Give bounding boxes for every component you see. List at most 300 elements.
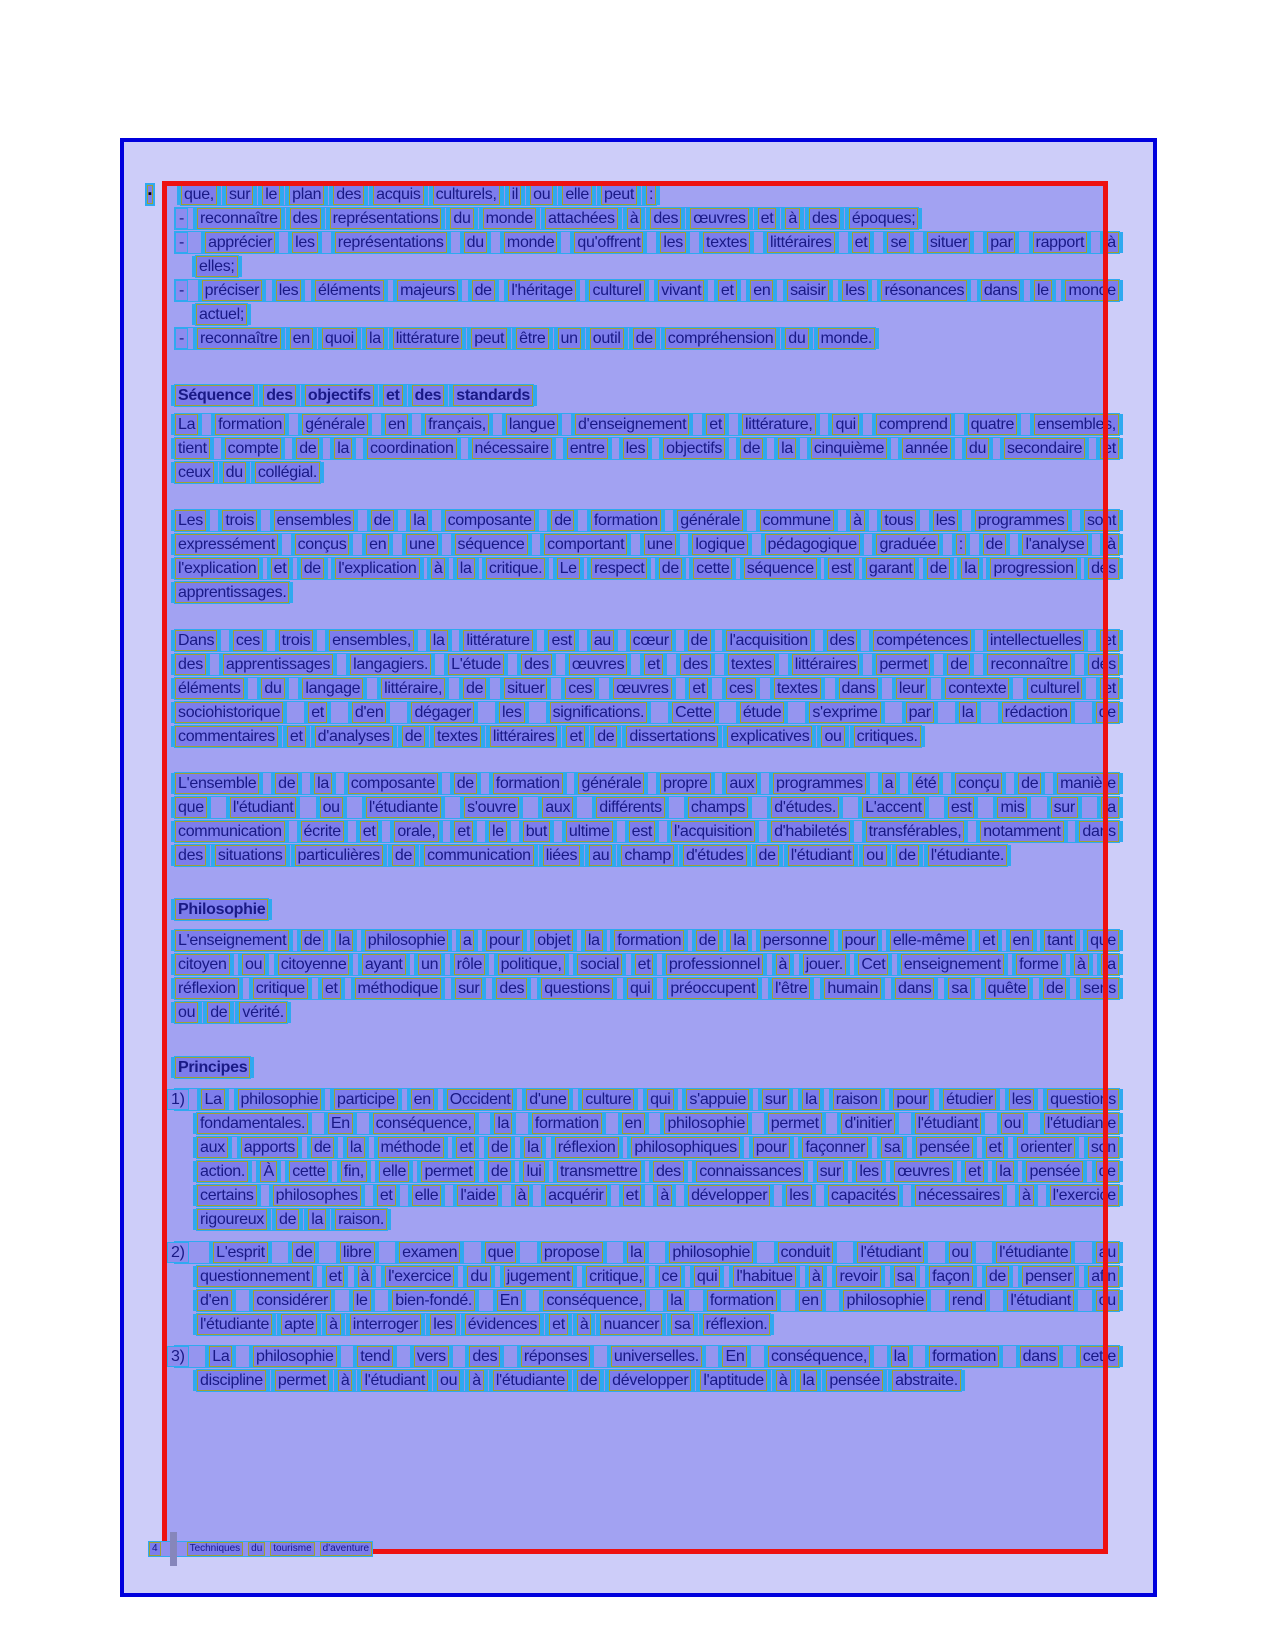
word-box: de	[392, 845, 415, 866]
word-box: conduit	[778, 1242, 834, 1263]
word-box: générale	[578, 773, 644, 794]
word-box: communication	[175, 821, 285, 842]
word-box: capacités	[828, 1185, 899, 1206]
word-box: l'étudiant	[857, 1242, 924, 1263]
word-box: éléments	[315, 280, 384, 301]
word-box: entre	[567, 438, 608, 459]
word-box: résonances	[881, 280, 967, 301]
word-box: situations	[215, 845, 286, 866]
word-box: a	[882, 773, 897, 794]
word-box: Les	[175, 510, 206, 531]
text-line	[196, 1369, 962, 1392]
word-box: les	[499, 702, 525, 723]
word-box: d'en	[352, 702, 387, 723]
word-box: En	[722, 1346, 747, 1367]
word-box: littéraires	[792, 654, 860, 675]
word-box: en	[366, 534, 389, 555]
word-box: ou	[863, 845, 886, 866]
word-box: est	[548, 630, 574, 651]
word-box: façon	[929, 1266, 973, 1287]
word-box: comportant	[544, 534, 627, 555]
word-box: du	[261, 678, 284, 699]
word-box: des	[175, 654, 206, 675]
word-box: la	[961, 558, 979, 579]
text-line	[174, 701, 1120, 724]
word-box: l'héritage	[508, 280, 575, 301]
word-box: de	[371, 510, 394, 531]
footer-line	[148, 1541, 373, 1557]
word-box: un	[558, 328, 581, 349]
word-box: des	[680, 654, 711, 675]
word-box: composante	[348, 773, 438, 794]
word-box: forme	[1016, 954, 1061, 975]
word-box: représentations	[330, 208, 442, 229]
word-box: critique,	[586, 1266, 645, 1287]
word-box: générale	[302, 414, 368, 435]
word-box: permet	[275, 1370, 329, 1391]
word-box: littérature,	[742, 414, 816, 435]
word-box: L'accent	[862, 797, 925, 818]
word-box: vivant	[658, 280, 704, 301]
word-box: Cet	[858, 954, 888, 975]
word-box: réflexion	[175, 978, 239, 999]
word-box: le	[353, 1290, 371, 1311]
word-box: logique	[692, 534, 748, 555]
word-box: formation	[532, 1113, 602, 1134]
word-box: enseignement	[901, 954, 1004, 975]
word-box: particulières	[295, 845, 383, 866]
word-box: et	[979, 930, 998, 951]
word-box: la	[314, 773, 332, 794]
word-box: quoi	[322, 328, 357, 349]
word-box: ou	[242, 954, 265, 975]
word-box: à	[577, 1314, 592, 1335]
word-box: de	[292, 1242, 315, 1263]
word-box: philosophes	[273, 1185, 361, 1206]
word-box: leur	[896, 678, 927, 699]
word-box: et	[454, 821, 473, 842]
word-box: progression	[990, 558, 1076, 579]
word-box: actuel;	[196, 304, 247, 325]
word-box: La	[201, 1089, 224, 1110]
word-box: d'études.	[771, 797, 839, 818]
word-box: au	[1096, 1242, 1119, 1263]
word-box: et	[326, 1266, 345, 1287]
word-box: ou	[1001, 1113, 1024, 1134]
text-line	[174, 437, 1120, 460]
word-box: peut	[471, 328, 507, 349]
word-box: pour	[842, 930, 879, 951]
word-box: à	[469, 1370, 484, 1391]
word-box: garant	[866, 558, 916, 579]
word-box: à	[1104, 232, 1119, 253]
word-box: la	[457, 558, 475, 579]
word-box: philosophie	[253, 1346, 337, 1367]
word-box: et	[689, 678, 708, 699]
word-box: et	[706, 414, 725, 435]
word-box: au	[589, 845, 612, 866]
word-box: ou	[821, 726, 844, 747]
word-box: La	[175, 414, 198, 435]
word-box: acquérir	[545, 1185, 606, 1206]
word-box: pensée	[916, 1137, 973, 1158]
word-box: tous	[881, 510, 916, 531]
word-box: est	[948, 797, 974, 818]
word-box: méthodique	[355, 978, 442, 999]
word-box: textes	[728, 654, 775, 675]
word-box: objectifs	[663, 438, 725, 459]
word-box: de	[594, 726, 617, 747]
word-box: des	[412, 385, 445, 406]
word-box: et	[718, 280, 737, 301]
word-box: apprécier	[205, 232, 275, 253]
text-line	[148, 183, 657, 206]
word-box: la	[335, 930, 353, 951]
word-box: ou	[530, 184, 553, 205]
word-box: quête	[985, 978, 1030, 999]
word-box: situer	[927, 232, 970, 253]
word-box: développer	[609, 1370, 691, 1391]
word-box: L'étude	[448, 654, 504, 675]
word-box: l'aide	[457, 1185, 498, 1206]
word-box: le	[489, 821, 507, 842]
word-box: formation	[614, 930, 684, 951]
word-box: en	[622, 1113, 645, 1134]
word-box: acquis	[373, 184, 423, 205]
word-box: explicatives	[727, 726, 812, 747]
word-box: en	[799, 1290, 822, 1311]
text-line	[174, 677, 1120, 700]
word-box: orale,	[394, 821, 438, 842]
word-box: cœur	[630, 630, 672, 651]
word-box: l'étudiante	[493, 1370, 568, 1391]
word-box: collégial.	[255, 462, 320, 483]
word-box: critique	[253, 978, 308, 999]
word-box: philosophie	[238, 1089, 322, 1110]
word-box: étude	[740, 702, 785, 723]
word-box: textes	[774, 678, 821, 699]
word-box: ultime	[566, 821, 613, 842]
word-box: ou	[1096, 1290, 1119, 1311]
word-box: et	[986, 1137, 1005, 1158]
word-box: monde.	[818, 328, 876, 349]
word-box: ensembles,	[329, 630, 414, 651]
word-box: œuvres	[894, 1161, 952, 1182]
list-marker: -	[175, 328, 188, 349]
text-line	[196, 1184, 1120, 1207]
word-box: la	[585, 930, 603, 951]
word-box: préoccupent	[667, 978, 758, 999]
word-box: à	[338, 1370, 353, 1391]
word-box: mis	[997, 797, 1027, 818]
word-box: reconnaître	[197, 328, 281, 349]
word-box: de	[947, 654, 970, 675]
text-line	[174, 533, 1120, 556]
word-box: l'explication	[335, 558, 419, 579]
word-box: a	[460, 930, 475, 951]
word-box: développer	[688, 1185, 770, 1206]
word-box: d'en	[197, 1290, 232, 1311]
word-box: œuvres	[690, 208, 748, 229]
word-box: certains	[197, 1185, 257, 1206]
word-box: œuvres	[613, 678, 671, 699]
word-box: significations.	[550, 702, 648, 723]
word-box: En	[497, 1290, 522, 1311]
word-box: la	[627, 1242, 645, 1263]
word-box: pour	[893, 1089, 930, 1110]
word-box: humain	[824, 978, 881, 999]
word-box: du	[450, 208, 473, 229]
word-box: la	[778, 438, 796, 459]
word-box: pensée	[826, 1370, 883, 1391]
word-box: aux	[726, 773, 757, 794]
word-box: et	[635, 954, 654, 975]
word-box: la	[891, 1346, 909, 1367]
word-box: ou	[320, 797, 343, 818]
word-box: sens	[1080, 978, 1119, 999]
word-box: à	[850, 510, 865, 531]
word-box: questions	[541, 978, 613, 999]
text-line	[174, 929, 1120, 952]
word-box: Philosophie	[175, 899, 268, 920]
word-box: permet	[421, 1161, 475, 1182]
text-line	[174, 581, 290, 604]
word-box: qui	[832, 414, 858, 435]
word-box: propose	[541, 1242, 603, 1263]
word-box: à	[809, 1266, 824, 1287]
text-line	[171, 1345, 1120, 1368]
word-box: des	[521, 654, 552, 675]
word-box: au	[591, 630, 614, 651]
word-box: la	[959, 702, 977, 723]
text-line	[174, 977, 1120, 1000]
word-box: politique,	[498, 954, 565, 975]
word-box: participe	[334, 1089, 398, 1110]
word-box: abstraite.	[892, 1370, 961, 1391]
word-box: sur	[226, 184, 253, 205]
text-line	[196, 1160, 1120, 1183]
word-box: culturels,	[433, 184, 500, 205]
word-box: éléments	[175, 678, 244, 699]
word-box: sa	[671, 1314, 693, 1335]
word-box: d'analyses	[315, 726, 393, 747]
word-box: intellectuelles	[987, 630, 1085, 651]
word-box: et	[758, 208, 777, 229]
word-box: elle-même	[890, 930, 968, 951]
word-box: apprentissages.	[175, 582, 289, 603]
word-box: les	[933, 510, 959, 531]
word-box: les	[1009, 1089, 1035, 1110]
word-box: préciser	[202, 280, 263, 301]
word-box: monde	[1065, 280, 1118, 301]
word-box: les	[842, 280, 868, 301]
text-line	[174, 207, 919, 230]
word-box: de	[275, 773, 298, 794]
word-box: de	[633, 328, 656, 349]
word-box: ces	[726, 678, 756, 699]
heading-line	[174, 898, 269, 921]
word-box: graduée	[876, 534, 939, 555]
word-box: fin,	[341, 1161, 367, 1182]
word-box: l'étudiant	[230, 797, 297, 818]
word-box: séquence	[744, 558, 817, 579]
word-box: professionnel	[666, 954, 763, 975]
word-box: philosophie	[365, 930, 449, 951]
word-box: sa	[881, 1137, 903, 1158]
word-box: libre	[340, 1242, 375, 1263]
word-box: champs	[688, 797, 748, 818]
word-box: orienter	[1017, 1137, 1075, 1158]
text-line	[196, 1112, 1120, 1135]
word-box: des	[653, 1161, 684, 1182]
word-box: programmes	[975, 510, 1068, 531]
word-box: des	[496, 978, 527, 999]
word-box: d'études	[683, 845, 747, 866]
word-box: Occident	[447, 1089, 514, 1110]
word-box: sa	[948, 978, 970, 999]
word-box: transmettre	[557, 1161, 641, 1182]
word-box: dans	[1079, 821, 1119, 842]
word-box: sur	[817, 1161, 844, 1182]
word-box: notamment	[980, 821, 1063, 842]
word-box: Dans	[175, 630, 217, 651]
word-box: philosophie	[664, 1113, 748, 1134]
word-box: transférables,	[866, 821, 965, 842]
word-box: nécessaire	[472, 438, 552, 459]
word-box: des	[650, 208, 681, 229]
word-box: et	[1100, 438, 1119, 459]
word-box: sur	[1051, 797, 1078, 818]
word-box: du	[966, 438, 989, 459]
word-box: et	[360, 821, 379, 842]
text-line	[196, 1313, 771, 1336]
word-box: objet	[534, 930, 573, 951]
text-line	[196, 1208, 388, 1231]
word-box: sur	[455, 978, 482, 999]
word-box: culturel	[589, 280, 644, 301]
word-box: permet	[876, 654, 930, 675]
word-box: du	[464, 232, 487, 253]
word-box: de	[688, 630, 711, 651]
word-box: la	[494, 1113, 512, 1134]
word-box: coordination	[367, 438, 457, 459]
word-box: La	[209, 1346, 232, 1367]
word-box: des	[1088, 654, 1119, 675]
word-box: de	[402, 726, 425, 747]
word-box: philosophie	[669, 1242, 753, 1263]
word-box: langage	[302, 678, 363, 699]
word-box: à	[326, 1314, 341, 1335]
word-box: formation	[591, 510, 661, 531]
word-box: de	[577, 1370, 600, 1391]
text-line	[195, 255, 239, 278]
word-box: les	[856, 1161, 882, 1182]
text-line	[174, 327, 876, 350]
text-line	[174, 953, 1120, 976]
word-box: est	[629, 821, 655, 842]
word-box: de	[756, 845, 779, 866]
word-box: reconnaître	[987, 654, 1071, 675]
word-box: époques;	[849, 208, 918, 229]
word-box: par	[906, 702, 934, 723]
word-box: se	[887, 232, 909, 253]
text-line	[174, 231, 1120, 254]
word-box: cette	[693, 558, 732, 579]
word-box: en	[1010, 930, 1033, 951]
word-box: elles;	[196, 256, 238, 277]
word-box: littérature	[463, 630, 532, 651]
text-line	[174, 820, 1120, 843]
word-box: de	[454, 773, 477, 794]
word-box: à	[776, 1370, 791, 1391]
word-box: la	[366, 328, 384, 349]
word-box: apte	[281, 1314, 317, 1335]
word-box: une	[644, 534, 676, 555]
word-box: une	[406, 534, 438, 555]
word-box: en	[411, 1089, 434, 1110]
word-box: de	[301, 558, 324, 579]
word-box: de	[986, 1266, 1009, 1287]
word-box: de	[740, 438, 763, 459]
word-box: les	[660, 232, 686, 253]
word-box: être	[516, 328, 548, 349]
word-box: jouer.	[803, 954, 846, 975]
page-footer	[148, 1541, 373, 1557]
word-box: philosophiques	[631, 1137, 740, 1158]
text-line	[196, 1136, 1120, 1159]
word-box: en	[385, 414, 408, 435]
word-box: littéraires	[767, 232, 835, 253]
word-box: en	[750, 280, 773, 301]
word-box: ou	[175, 1002, 198, 1023]
word-box: textes	[703, 232, 750, 253]
word-box: de	[896, 845, 919, 866]
word-box: conséquence,	[373, 1113, 475, 1134]
word-box: standards	[453, 385, 533, 406]
word-box: vers	[414, 1346, 449, 1367]
word-box: et	[965, 1161, 984, 1182]
word-box: de	[472, 280, 495, 301]
word-box: son	[1088, 1137, 1119, 1158]
word-box: qui	[694, 1266, 720, 1287]
word-box: cette	[1080, 1346, 1119, 1367]
word-box: programmes	[773, 773, 866, 794]
text-line	[174, 629, 1120, 652]
word-box: compte	[225, 438, 282, 459]
word-box: jugement	[504, 1266, 573, 1287]
word-box: pour	[486, 930, 523, 951]
word-box: de	[276, 1209, 299, 1230]
word-box: à	[627, 208, 642, 229]
text-line	[174, 461, 321, 484]
word-box: comprend	[876, 414, 951, 435]
word-box: rôle	[454, 954, 485, 975]
word-box: séquence	[455, 534, 528, 555]
word-box: expressément	[175, 534, 278, 555]
word-box: de	[1096, 1161, 1119, 1182]
word-box: et	[852, 232, 871, 253]
word-box: l'étudiant	[361, 1370, 428, 1391]
word-box: la	[800, 1370, 818, 1391]
word-box: d'une	[526, 1089, 569, 1110]
word-box: été	[912, 773, 939, 794]
document-text-block	[148, 183, 1120, 1393]
word-box: et	[566, 726, 585, 747]
word-box: à	[515, 1185, 530, 1206]
word-box: connaissances	[696, 1161, 804, 1182]
footer-word-box: tourisme	[270, 1542, 314, 1556]
word-box: lui	[523, 1161, 544, 1182]
